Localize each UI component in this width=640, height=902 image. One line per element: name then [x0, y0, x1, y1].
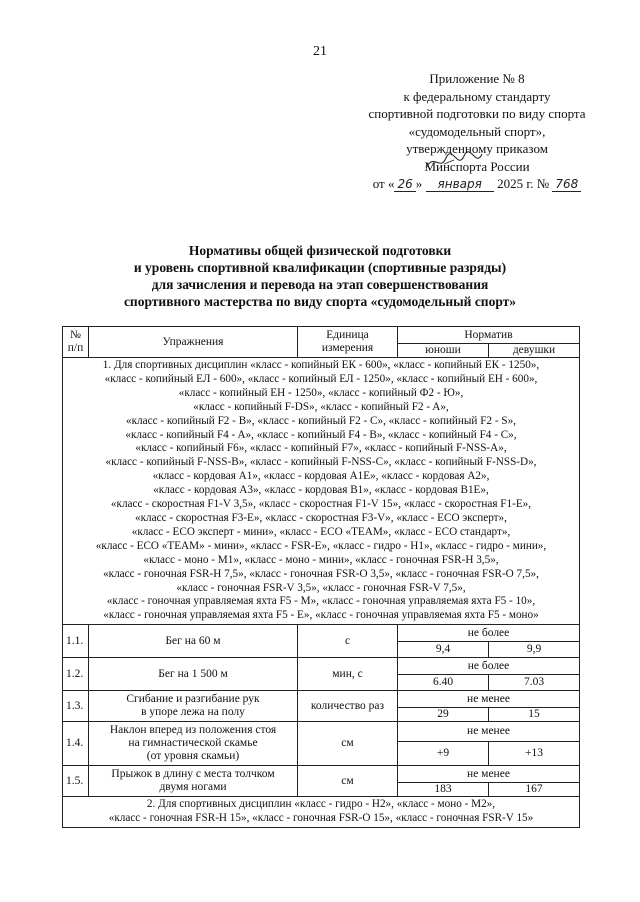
row-boys-value: +9	[398, 742, 489, 766]
section-line: «класс - копийный F6», «класс - копийный F7», «класс - копийный F-NSS-A»,	[135, 442, 507, 455]
section-line: «класс - гоночная FSR-V 3,5», «класс - гоночная FSR-V 7,5»,	[176, 581, 466, 594]
signature-icon	[424, 150, 484, 174]
section-line: «класс - гоночная FSR-H 15», «класс - гоночная FSR-O 15», «класс - гоночная FSR-V 15»	[108, 812, 534, 825]
standards-table	[62, 326, 580, 828]
row-exercise	[89, 766, 298, 797]
exercise-line: Бег на 1 500 м	[158, 667, 228, 680]
section-line: «класс - гоночная управляемая яхта F5 - M», «класс - гоночная управляемая яхта F5 - 10»,	[106, 595, 536, 608]
exercise-line: на гимнастической скамье	[128, 737, 258, 750]
page-number: 21	[313, 44, 327, 59]
header-boys: юноши	[398, 344, 489, 358]
date-mid: »	[415, 176, 423, 191]
row-condition: не менее	[398, 766, 580, 783]
row-number: 1.1.	[63, 625, 89, 658]
appendix-line: «судомодельный спорт»,	[408, 123, 546, 139]
row-girls-value: 15	[489, 708, 580, 722]
row-boys-value: 9,4	[398, 642, 489, 658]
title-line: Нормативы общей физической подготовки	[188, 243, 452, 258]
exercise-line: Наклон вперед из положения стоя	[109, 724, 277, 737]
appendix-line: к федеральному стандарту	[403, 88, 551, 104]
row-exercise	[89, 722, 298, 766]
section-line: 1. Для спортивных дисциплин «класс - копийный ЕК - 600», «класс - копийный ЕК - 1250»,	[102, 359, 540, 371]
section-line: «класс - копийный F-NSS-B», «класс - копийный F-NSS-C», «класс - копийный F-NSS-D»,	[105, 456, 537, 469]
exercise-line: в упоре лежа на полу	[141, 706, 245, 719]
section-line: «класс - ECO эксперт - мини», «класс - ECO «TEAM», «класс - ECO стандарт»,	[131, 525, 511, 538]
section-line: «класс - копийный F4 - A», «класс - копийный F4 - B», «класс - копийный F4 - C»,	[125, 428, 517, 441]
row-unit: с	[298, 625, 398, 658]
row-number: 1.3.	[63, 691, 89, 722]
date-prefix: от «	[372, 176, 395, 191]
section-line: 2. Для спортивных дисциплин «класс - гидро - H2», «класс - моно - M2»,	[146, 798, 496, 811]
row-unit: см	[298, 766, 398, 797]
exercise-line: Сгибание и разгибание рук	[126, 693, 260, 706]
section-line: «класс - гоночная FSR-H 7,5», «класс - гоночная FSR-O 3,5», «класс - гоночная FSR-O 7,5»,	[103, 567, 539, 580]
table-row	[63, 766, 580, 783]
ministry-text: Минспорта России	[424, 158, 530, 174]
appendix-line: утвержденному приказом	[406, 141, 548, 156]
title-line: спортивного мастерства по виду спорта «судомодельный спорт»	[123, 294, 517, 309]
row-girls-value: 7.03	[489, 675, 580, 691]
row-condition: не более	[398, 658, 580, 675]
order-day: 26	[394, 177, 415, 192]
section-line: «класс - кордовая А3», «класс - кордовая B1», «класс - кордовая B1E»,	[153, 484, 489, 497]
appendix-line: спортивной подготовки по виду спорта	[368, 106, 586, 121]
row-boys-value: 29	[398, 708, 489, 722]
row-condition: не более	[398, 625, 580, 642]
row-number: 1.4.	[63, 722, 89, 766]
ministry-line	[352, 158, 602, 176]
row-unit: см	[298, 722, 398, 766]
section-line: «класс - скоростная F3-E», «класс - скоростная F3-V», «класс - ECO эксперт»,	[135, 511, 507, 524]
title-line: и уровень спортивной квалификации (спортивные разряды)	[133, 260, 507, 275]
section-line: «класс - скоростная F1-V 3,5», «класс - скоростная F1-V 15», «класс - скоростная F1-E»,	[110, 498, 532, 511]
row-exercise	[89, 625, 298, 658]
row-condition: не менее	[398, 722, 580, 742]
header-girls: девушки	[489, 344, 580, 358]
row-unit: мин, с	[298, 658, 398, 691]
row-exercise	[89, 658, 298, 691]
appendix-block	[352, 70, 602, 193]
header-norm: Норматив	[398, 327, 580, 344]
exercise-line: Прыжок в длину с места толчком	[111, 768, 275, 781]
row-girls-value: 9,9	[489, 642, 580, 658]
section-line: «класс - копийный F2 - B», «класс - копийный F2 - C», «класс - копийный F2 - S»,	[126, 414, 516, 427]
table-row	[63, 658, 580, 675]
section-1-disciplines	[63, 358, 580, 625]
order-date-line	[352, 175, 602, 193]
table-row	[63, 722, 580, 742]
row-boys-value: 183	[398, 783, 489, 797]
appendix-line: Приложение № 8	[429, 71, 525, 86]
section-line: «класс - гоночная управляемая яхта F5 - E», «класс - гоночная управляемая яхта F5 - моно»	[103, 609, 539, 622]
title-line: для зачисления и перевода на этап совершенствования	[151, 277, 489, 292]
row-number: 1.2.	[63, 658, 89, 691]
document-title	[0, 242, 640, 310]
row-number: 1.5.	[63, 766, 89, 797]
order-number: 768	[552, 177, 581, 192]
row-exercise	[89, 691, 298, 722]
header-num: № п/п	[63, 327, 89, 358]
row-condition: не менее	[398, 691, 580, 708]
section-line: «класс - ECO «TEAM» - мини», «класс - FSR-E», «класс - гидро - H1», «класс - гидро - мини»,	[95, 539, 547, 552]
row-boys-value: 6.40	[398, 675, 489, 691]
order-month: января	[426, 177, 494, 192]
table-row	[63, 691, 580, 708]
header-unit: Единица измерения	[298, 327, 398, 358]
exercise-line: двумя ногами	[159, 781, 227, 794]
row-girls-value: +13	[489, 742, 580, 766]
section-line: «класс - копийный F-DS», «класс - копийный F2 - A»,	[193, 400, 449, 413]
section-line: «класс - моно - M1», «класс - моно - мини», «класс - гоночная FSR-H 3,5»,	[143, 553, 499, 566]
table-row	[63, 625, 580, 642]
section-line: «класс - кордовая А1», «класс - кордовая A1E», «класс - кордовая А2»,	[152, 470, 490, 483]
section-line: «класс - копийный ЕЛ - 600», «класс - копийный ЕЛ - 1250», «класс - копийный ЕН - 600»,	[104, 372, 538, 385]
exercise-line: Бег на 60 м	[165, 634, 221, 647]
header-exercise: Упражнения	[89, 327, 298, 358]
order-year: 2025 г. №	[497, 176, 550, 191]
section-2-disciplines	[63, 797, 580, 828]
exercise-line: (от уровня скамьи)	[146, 750, 240, 763]
row-unit: количество раз	[298, 691, 398, 722]
section-line: «класс - копийный ЕН - 1250», «класс - копийный Ф2 - Ю»,	[178, 386, 464, 399]
row-girls-value: 167	[489, 783, 580, 797]
